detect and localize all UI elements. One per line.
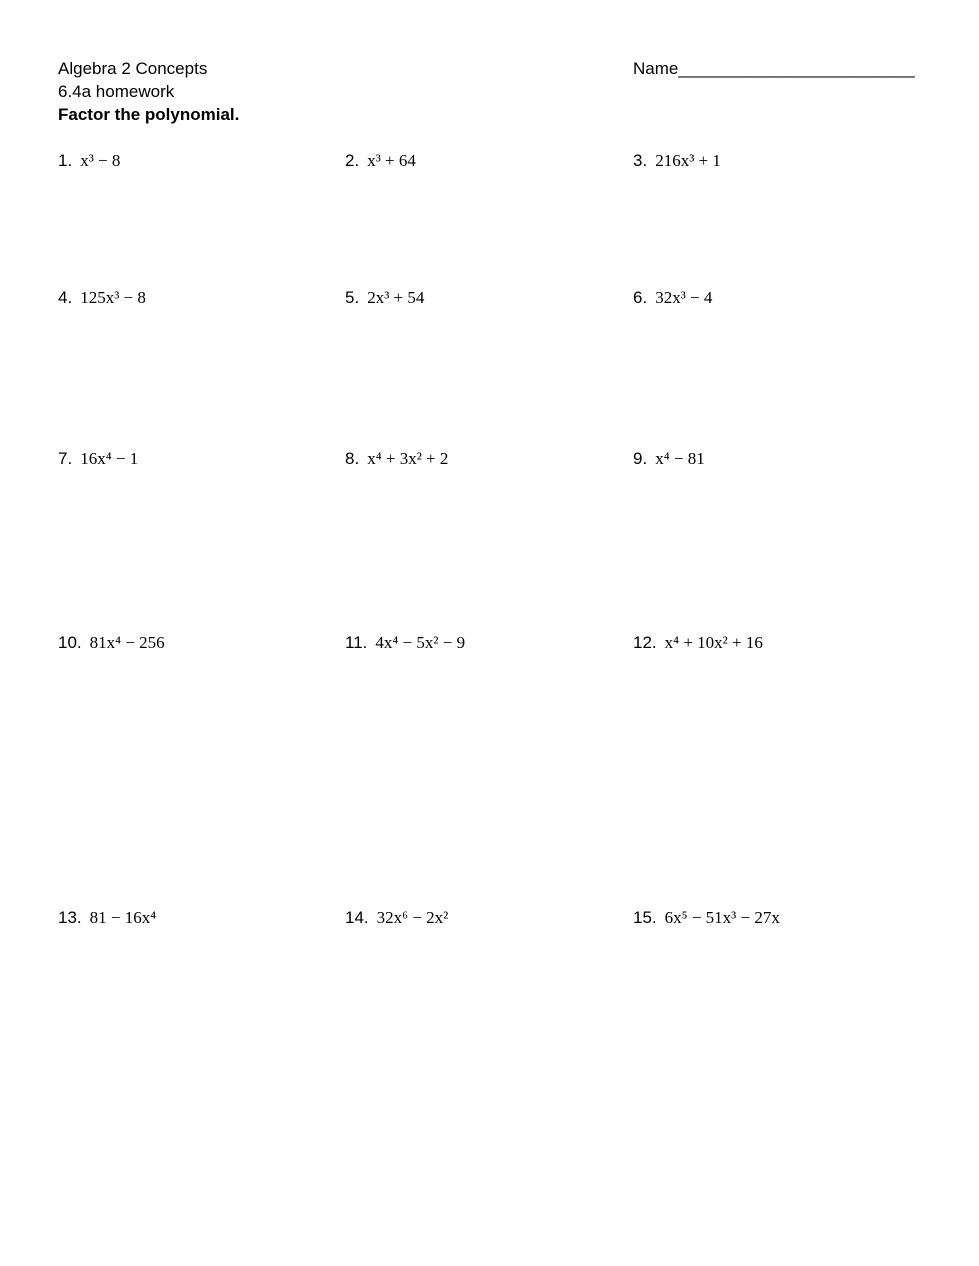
problem-expression: 125x³ − 8 xyxy=(80,288,146,307)
problem-number: 2. xyxy=(345,151,360,170)
problem-expression: x⁴ + 10x² + 16 xyxy=(664,633,763,652)
problem-number: 12. xyxy=(633,633,657,652)
problem-number: 1. xyxy=(58,151,73,170)
problem-number: 7. xyxy=(58,449,73,468)
problem-expression: 81 − 16x⁴ xyxy=(89,908,157,927)
problem xyxy=(633,907,780,929)
problem xyxy=(345,287,424,309)
problem-number: 5. xyxy=(345,288,360,307)
problem-expression: 2x³ + 54 xyxy=(367,288,425,307)
problem-number: 11. xyxy=(345,633,368,652)
assignment-title: 6.4a homework xyxy=(58,82,175,101)
problem-number: 8. xyxy=(345,449,360,468)
name-field[interactable]: Name_________________________ xyxy=(633,59,915,78)
problem-number: 9. xyxy=(633,449,648,468)
problem xyxy=(345,907,448,929)
problem-expression: x⁴ − 81 xyxy=(655,449,705,468)
course-title: Algebra 2 Concepts xyxy=(58,59,208,78)
problem-expression: 216x³ + 1 xyxy=(655,151,721,170)
problem-number: 3. xyxy=(633,151,648,170)
problem-expression: x³ − 8 xyxy=(80,151,121,170)
problem-expression: 4x⁴ − 5x² − 9 xyxy=(375,633,466,652)
problem xyxy=(58,150,120,172)
problem-number: 6. xyxy=(633,288,648,307)
problem-number: 14. xyxy=(345,908,369,927)
problem xyxy=(345,448,448,470)
problem xyxy=(633,448,705,470)
problem-expression: 32x³ − 4 xyxy=(655,288,713,307)
problem-expression: 6x⁵ − 51x³ − 27x xyxy=(664,908,780,927)
problem xyxy=(345,632,465,654)
problem xyxy=(58,287,146,309)
problem-number: 10. xyxy=(58,633,82,652)
problem-expression: x³ + 64 xyxy=(367,151,416,170)
problem-number: 4. xyxy=(58,288,73,307)
problem-expression: x⁴ + 3x² + 2 xyxy=(367,449,449,468)
problem xyxy=(633,632,763,654)
problem xyxy=(58,448,138,470)
problem-number: 15. xyxy=(633,908,657,927)
problem xyxy=(58,907,156,929)
problem-expression: 32x⁶ − 2x² xyxy=(376,908,449,927)
problem xyxy=(633,287,712,309)
problem xyxy=(633,150,721,172)
problem-expression: 81x⁴ − 256 xyxy=(89,633,165,652)
instructions: Factor the polynomial. xyxy=(58,105,240,124)
problem xyxy=(58,632,165,654)
problem xyxy=(345,150,416,172)
problem-expression: 16x⁴ − 1 xyxy=(80,449,139,468)
problem-number: 13. xyxy=(58,908,82,927)
